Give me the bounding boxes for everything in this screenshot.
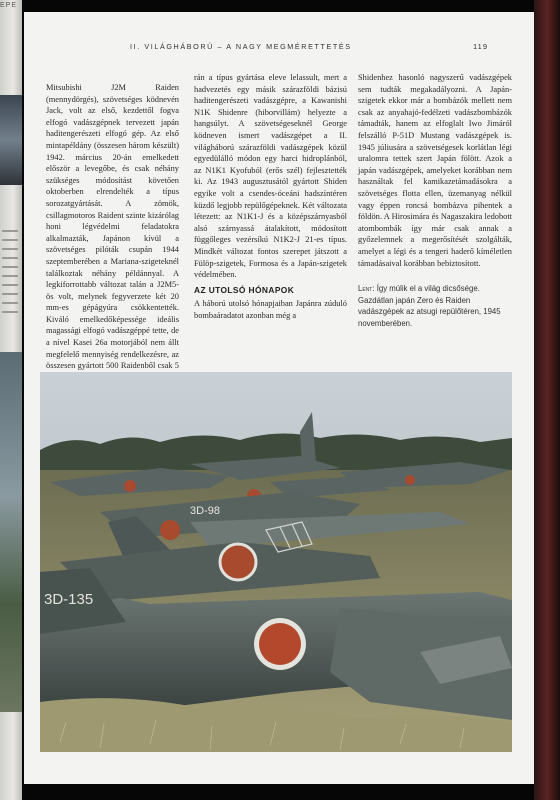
body-text-column3: Shidenhez hasonló nagyszerű vadászgépek sem tudták megakadályozni. A Japán-szigetek ekkor már a bombázók mellett nem csak az anyahajó-fedélzeti vadászbombázók támadták, hanem az elfoglalt Iwo Jimáról felszálló P-51D Mustang vadászgépek is. 1945 júliusára a szövetségesek korlátlan légi uralomra tettek szert Japán fölött. Azok a japán vadászgépek, amelyeket korábban nem használtak fel kamikazetámadásokra a szövetséges flotta ellen, üzemanyag nélkül vagy éppen roncsá bombázva pihentek a földön. A Hirosimára és Nagaszakira ledobott atombombák így már csak annak a győzelemnek a megerősítését szolgálták, amelyet a légi és a tengeri haderő kíméletlen támadásaival korábban bebiztosított.: [358, 73, 512, 268]
caption-text: Így múlik el a világ dicsősége. Gazdátlan japán Zero és Raiden vadászgépek az atsugi repülőtéren, 1945 novemberében.: [358, 284, 501, 328]
previous-page-header: EPE: [0, 2, 18, 9]
caption-label: Lent:: [358, 284, 375, 294]
photo-caption: [358, 283, 512, 329]
aircraft-photo: [40, 372, 512, 752]
text-column-left: [46, 82, 179, 383]
previous-page-edge: [0, 0, 22, 800]
book-binding: [534, 0, 560, 800]
page-number: 119: [473, 42, 488, 51]
section-heading: AZ UTOLSÓ HÓNAPOK: [194, 284, 295, 295]
body-text-column2a: rán a típus gyártása eleve lelassult, mert a hadvezetés egy másik szárazföldi bázisú haditengerészeti vadászgépre, a Kawanishi N1K Shidenre (hiborvillám) helyezte a hangsúlyt. A szövetségeseknél George ködneven ismert vadászgépet a II. világháború szárazföldi vadászgépek közül egyedülálló módon egy harci hidroplánból, az N1K1 Kyofuból (erős szél) fejlesztették ki. Az 1943 augusztusától gyártott Shiden egyike volt a csendes-óceáni hadszíntéren küzdő legjobb repülőgépeknek. Két változata létezett: az N1K1-J és a középszárnyasból alsó szárnyassá átalakított, módosított függőleges vezérsíkú N1K2-J 21-es típus. Mindkét változat fontos szerepet játszott a Fülöp-szigetek, Formosa és a Japán-szigetek védelmében.: [194, 73, 347, 280]
previous-page-photo-lower: [0, 352, 22, 712]
previous-page-text: [2, 230, 18, 320]
text-column-middle: [194, 72, 347, 321]
text-column-right: [358, 72, 512, 329]
previous-page-photo: [0, 95, 22, 185]
body-text-column1: Mitsubishi J2M Raiden (mennydörgés), szövetséges ködnevén Jack, volt az első, kezdettől fogva elfogó vadászgépnek tervezett japán haditengerészeti elfogó gép. Az első mintapéldány (összesen három készült) 1942. március 20-án emelkedett először a levegőbe, és csak néhány szükséges módosítást követően oktoberben elrendelték a típus sorozatgyártását. A zömök, csillagmotoros Raident szinte kizárólag honi légvédelmi feladatokra alkalmazták, Japánon kívül a szövetséges pilóták csupán 1944 szeptemberében a Mariana-szigeteknél találkoztak néhány példánnyal. A legkiforrottabb változat talán a J2M5-ös volt, melynek fegyverzete két 20 mm-es gépágyúra csökkentették. Kiváló emelkedőképessége ideális magassági elfogó vadászgéppé tette, de a nível Kasei 26a motorjából nem állt megfelelő mennyiség rendelkezésre, az összesen gyártott 500 Raidenből csak 5: [46, 83, 179, 371]
marking-3d-98: 3D-98: [190, 505, 220, 517]
book-page: [24, 12, 534, 784]
running-head: [130, 42, 500, 51]
body-text-column2b: A háború utolsó hónapjaiban Japánra zúduló bombaáradatot azonban még a: [194, 299, 347, 320]
chapter-title: II. VILÁGHÁBORÚ – A NAGY MEGMÉRETTETÉS: [130, 42, 352, 51]
marking-3d-135: 3D-135: [44, 591, 94, 608]
